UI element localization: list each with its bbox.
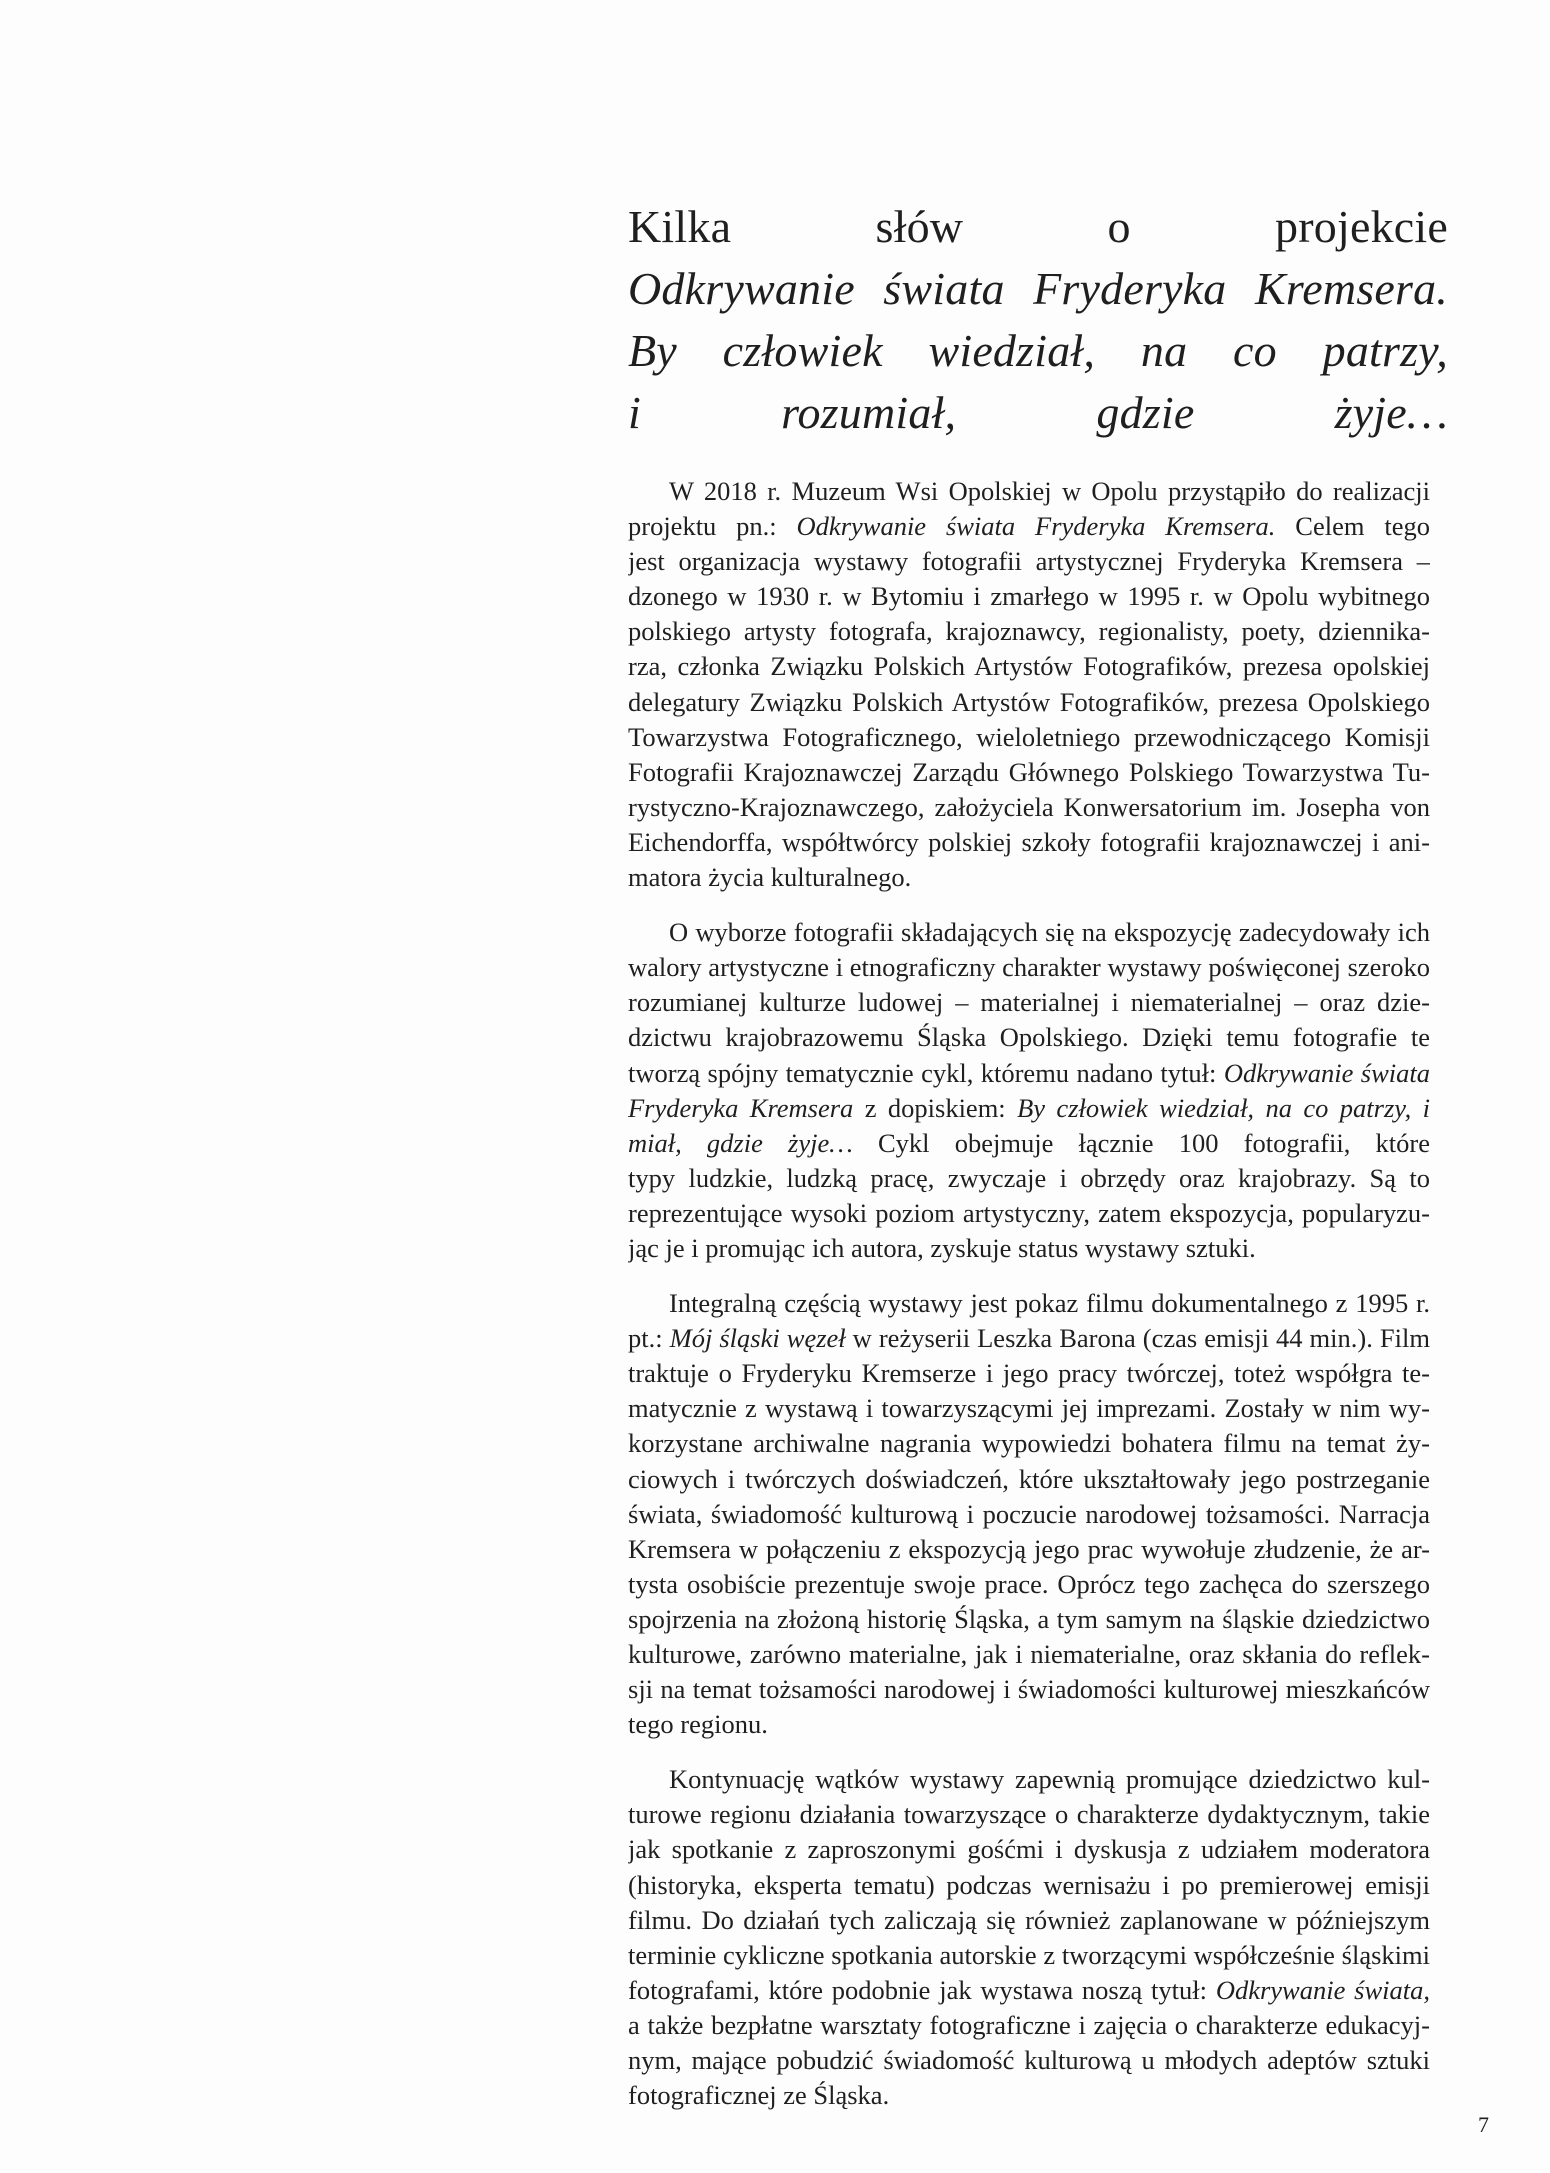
text-line: dzictwu krajobrazowemu Śląska Opolskiego. Dzięki temu fotografie te [628,1022,1430,1053]
text-line: spojrzenia na złożoną historię Śląska, a tym samym na śląskie dziedzictwo [628,1603,1430,1634]
text-line: Towarzystwa Fotograficznego, wieloletniego przewodniczącego Komisji [628,721,1430,752]
text-line: kulturowe, zarówno materialne, jak i niematerialne, oraz skłania do reflek- [628,1639,1430,1669]
text-line: walory artystyczne i etnograficzny charakter wystawy poświęconej szeroko [628,952,1430,983]
heading-line: i rozumiał, gdzie żyje… [628,387,1448,438]
paragraph [628,1762,1430,2113]
text-segment: Cykl obejmuje łącznie 100 fotografii, które [877,1127,1430,1158]
italic-segment: By człowiek wiedział, na co patrzy, i [1017,1092,1430,1123]
heading-line: Kilka słów o projekcie [628,201,1448,252]
italic-segment: Mój śląski węzeł [669,1323,846,1354]
text-line: jest organizacja wystawy fotografii artystycznej Fryderyka Kremsera – [628,546,1430,577]
text-line: traktuje o Fryderyku Kremserze i jego pracy twórczej, toteż współgra te- [628,1358,1430,1389]
text-line: reprezentujące wysoki poziom artystyczny, zatem ekspozycja, popularyzu- [628,1197,1430,1228]
text-line: dzonego w 1930 r. w Bytomiu i zmarłego w 1995 r. w Opolu wybitnego [628,581,1430,612]
text-segment: tworzą spójny tematycznie cykl, któremu nadano tytuł: [628,1057,1224,1088]
text-line: delegatury Związku Polskich Artystów Fotografików, prezesa Opolskiego [628,686,1430,717]
italic-segment: Odkrywanie świata, [1215,1974,1430,2005]
text-line: polskiego artysty fotografa, krajoznawcy, regionalisty, poety, dziennika- [628,616,1430,647]
text-line [628,509,1430,544]
heading-line: By człowiek wiedział, na co patrzy, [628,325,1448,376]
text-line [628,1321,1430,1356]
text-line: rozumianej kulturze ludowej – materialnej i niematerialnej – oraz dzie- [628,987,1430,1018]
text-line: filmu. Do działań tych zaliczają się również zaplanowane w późniejszym [628,1904,1430,1935]
text-line: Kremsera w połączeniu z ekspozycją jego prac wywołuje złudzenie, że ar- [628,1533,1430,1564]
text-line: korzystane archiwalne nagrania wypowiedzi bohatera filmu na temat ży- [628,1428,1430,1459]
text-line: matora życia kulturalnego. [628,862,912,893]
text-line: jak spotkanie z zaproszonymi gośćmi i dyskusja z udziałem moderatora [628,1834,1430,1865]
italic-segment: Odkrywanie świata Fryderyka Kremsera. [796,511,1276,542]
text-segment: projektu pn.: [628,511,797,542]
text-line: Integralną częścią wystawy jest pokaz filmu dokumentalnego z 1995 r. [669,1288,1430,1319]
text-line: (historyka, eksperta tematu) podczas wernisażu i po premierowej emisji [628,1869,1430,1900]
text-line: fotograficznej ze Śląska. [628,2080,890,2111]
text-line: Fotografii Krajoznawczej Zarządu Głównego Polskiego Towarzystwa Tu- [628,756,1430,787]
paragraph [628,1286,1430,1742]
paragraph [628,915,1430,1266]
text-line: tego regionu. [628,1709,768,1740]
text-line: jąc je i promując ich autora, zyskuje status wystawy sztuki. [628,1232,1256,1263]
text-line [628,1091,1430,1126]
text-line: świata, świadomość kulturową i poczucie narodowej tożsamości. Narracja [628,1498,1430,1529]
text-line: typy ludzkie, ludzką pracę, zwyczaje i obrzędy oraz krajobrazy. Są to [628,1162,1430,1193]
text-line: a także bezpłatne warsztaty fotograficzne i zajęcia o charakterze edukacyj- [628,2009,1430,2040]
text-line: rza, członka Związku Polskich Artystów Fotografików, prezesa opolskiej [628,651,1430,682]
text-line [628,1126,1430,1161]
text-line: Eichendorffa, współtwórcy polskiej szkoły fotografii krajoznawczej i ani- [628,826,1430,857]
text-segment: fotografami, które podobnie jak wystawa noszą tytuł: [628,1974,1216,2005]
text-line: rystyczno-Krajoznawczego, założyciela Konwersatorium im. Josepha von [628,791,1430,822]
heading-line: Odkrywanie świata Fryderyka Kremsera. [628,263,1448,314]
text-line: matycznie z wystawą i towarzyszącymi jej imprezami. Zostały w nim wy- [628,1393,1430,1424]
text-line: W 2018 r. Muzeum Wsi Opolskiej w Opolu przystąpiło do realizacji [669,476,1430,506]
body-text [628,474,1430,2133]
text-line: turowe regionu działania towarzyszące o charakterze dydaktycznym, takie [628,1799,1430,1830]
text-segment: z dopiskiem: [853,1092,1018,1123]
heading [628,196,1448,444]
text-line: nym, mające pobudzić świadomość kulturową u młodych adeptów sztuki [628,2045,1430,2076]
italic-segment: Fryderyka Kremsera [628,1092,854,1123]
text-line: O wyborze fotografii składających się na ekspozycję zadecydowały ich [669,917,1430,948]
text-line: sji na temat tożsamości narodowej i świadomości kulturowej mieszkańców [628,1674,1430,1705]
page-number: 7 [1478,2112,1489,2137]
text-line: tysta osobiście prezentuje swoje prace. Oprócz tego zachęca do szerszego [628,1568,1430,1599]
text-line: ciowych i twórczych doświadczeń, które ukształtowały jego postrzeganie [628,1463,1430,1494]
text-line: Kontynuację wątków wystawy zapewnią promujące dziedzictwo kul- [669,1764,1430,1795]
text-line [628,1973,1430,2008]
italic-segment: miał, gdzie żyje… [628,1127,853,1158]
text-segment: Celem tego [1295,511,1430,542]
text-line [628,1056,1430,1091]
paragraph [628,474,1430,895]
text-line: terminie cykliczne spotkania autorskie z tworzącymi współcześnie śląskimi [628,1939,1430,1970]
text-segment: w reżyserii Leszka Barona (czas emisji 44 min.). Film [845,1323,1430,1354]
text-segment: pt.: [628,1323,670,1354]
italic-segment: Odkrywanie świata [1223,1057,1430,1088]
